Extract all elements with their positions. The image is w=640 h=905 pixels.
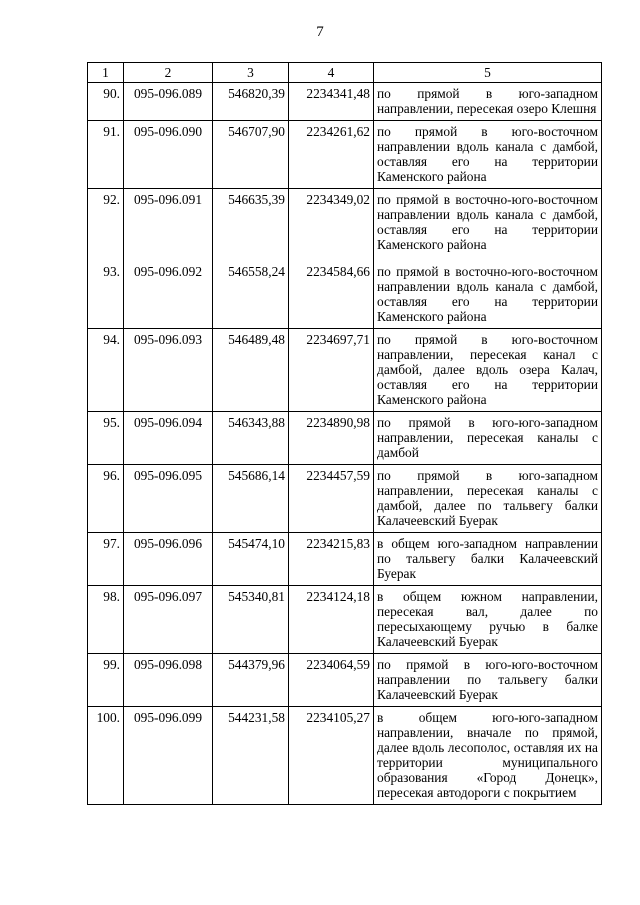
boundary-description: по прямой в юго-западном направлении, пересекая озеро Клешня [374,83,602,121]
table-row [88,83,602,121]
point-number: 93. [88,256,124,329]
boundary-description: по прямой в юго-юго-восточном направлении по тальвегу балки Калачеевский Буерак [374,654,602,707]
point-code: 095-096.094 [124,412,213,465]
coordinate-x: 544379,96 [213,654,289,707]
coordinate-y: 2234457,59 [289,465,374,533]
point-number: 94. [88,329,124,412]
point-number: 97. [88,533,124,586]
point-number: 98. [88,586,124,654]
point-number: 96. [88,465,124,533]
page-number: 7 [316,24,324,40]
point-number: 95. [88,412,124,465]
boundary-description: по прямой в юго-юго-западном направлении, пересекая каналы с дамбой [374,412,602,465]
coordinate-y: 2234105,27 [289,707,374,805]
point-number: 99. [88,654,124,707]
boundary-description: по прямой в юго-восточном направлении вдоль канала с дамбой, оставляя его на территории Каменского района [374,121,602,189]
coordinate-y: 2234341,48 [289,83,374,121]
coordinate-y: 2234584,66 [289,256,374,329]
point-code: 095-096.099 [124,707,213,805]
table-row [88,586,602,654]
boundary-description: в общем южном направлении, пересекая вал, далее по пересыхающему ручью в балке Калачеевский Буерак [374,586,602,654]
coordinate-x: 546558,24 [213,256,289,329]
coordinate-x: 546820,39 [213,83,289,121]
coordinate-x: 546489,48 [213,329,289,412]
point-code: 095-096.090 [124,121,213,189]
point-code: 095-096.097 [124,586,213,654]
boundary-points-table [87,62,602,805]
table-header-row [88,63,602,83]
point-number: 92. [88,189,124,257]
boundary-description: по прямой в восточно-юго-восточном направлении вдоль канала с дамбой, оставляя его на территории Каменского района [374,256,602,329]
coordinate-y: 2234697,71 [289,329,374,412]
point-code: 095-096.092 [124,256,213,329]
table-row [88,465,602,533]
table-row [88,533,602,586]
coordinate-x: 544231,58 [213,707,289,805]
table-row [88,121,602,189]
coordinate-y: 2234261,62 [289,121,374,189]
coordinate-y: 2234215,83 [289,533,374,586]
boundary-description: по прямой в восточно-юго-восточном направлении вдоль канала с дамбой, оставляя его на территории Каменского района [374,189,602,257]
point-code: 095-096.093 [124,329,213,412]
table-row [88,412,602,465]
point-number: 91. [88,121,124,189]
point-number: 90. [88,83,124,121]
boundary-description: по прямой в юго-западном направлении, пересекая каналы с дамбой, далее по тальвегу балки Калачеевский Буерак [374,465,602,533]
table-row [88,256,602,329]
point-number: 100. [88,707,124,805]
table-row [88,654,602,707]
point-code: 095-096.098 [124,654,213,707]
table-row [88,329,602,412]
coordinate-x: 545474,10 [213,533,289,586]
point-code: 095-096.095 [124,465,213,533]
coordinate-y: 2234349,02 [289,189,374,257]
column-header: 4 [289,63,374,83]
coordinate-y: 2234890,98 [289,412,374,465]
coordinate-x: 546343,88 [213,412,289,465]
table-row [88,189,602,257]
point-code: 095-096.089 [124,83,213,121]
column-header: 2 [124,63,213,83]
boundary-description: по прямой в юго-восточном направлении, пересекая канал с дамбой, далее вдоль озера Калач, оставляя его на территории Каменского района [374,329,602,412]
table-row [88,707,602,805]
coordinate-x: 546707,90 [213,121,289,189]
column-header: 1 [88,63,124,83]
coordinate-x: 545686,14 [213,465,289,533]
column-header: 3 [213,63,289,83]
coordinate-y: 2234124,18 [289,586,374,654]
point-code: 095-096.096 [124,533,213,586]
boundary-description: в общем юго-юго-западном направлении, вначале по прямой, далее вдоль лесополос, оставляя их на территории муниципального образования «Город Донецк», пересекая автодороги с покрытием [374,707,602,805]
column-header: 5 [374,63,602,83]
coordinate-x: 546635,39 [213,189,289,257]
point-code: 095-096.091 [124,189,213,257]
boundary-description: в общем юго-западном направлении по тальвегу балки Калачеевский Буерак [374,533,602,586]
coordinate-x: 545340,81 [213,586,289,654]
coordinate-y: 2234064,59 [289,654,374,707]
